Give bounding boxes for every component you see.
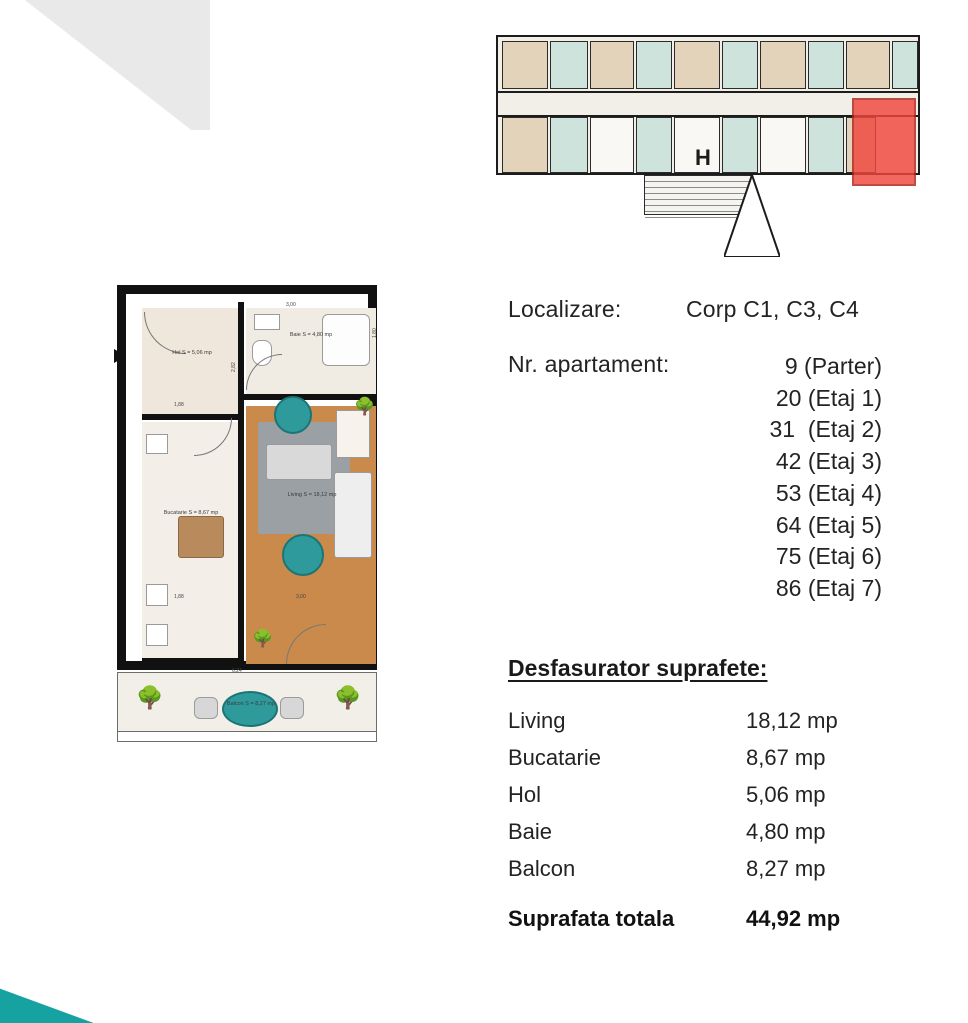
table-row — [508, 819, 928, 845]
key-plan-unit — [808, 117, 844, 173]
building-key-plan — [492, 30, 930, 235]
dim-living-width: 3,00 — [296, 594, 306, 600]
table-row — [508, 745, 928, 771]
apartment-numbers-block — [508, 351, 928, 605]
list-item: 20 (Etaj 1) — [775, 384, 882, 411]
total-area-row — [508, 906, 928, 932]
localizare-row — [508, 296, 928, 323]
table-row — [508, 782, 928, 808]
key-plan-unit — [502, 117, 548, 173]
list-item: 9 (Parter) — [784, 353, 882, 379]
bathroom-sink — [254, 314, 280, 330]
entrance-arrow-icon — [114, 349, 126, 363]
apartment-floor-plan — [110, 280, 385, 760]
dim-bucatarie-width: 1,88 — [174, 594, 184, 600]
label-living: Living S = 18,12 mp — [287, 492, 337, 498]
areas-section-title: Desfasurator suprafete: — [508, 654, 768, 681]
key-plan-core-label: H — [695, 145, 712, 170]
key-plan-unit — [590, 117, 634, 173]
dim-hol-height: 2,82 — [231, 362, 237, 372]
balcony-railing — [118, 731, 376, 741]
key-plan-unit — [760, 117, 806, 173]
key-plan-highlighted-apartment — [852, 98, 916, 186]
key-plan-unit — [760, 41, 806, 89]
key-plan-unit — [722, 41, 758, 89]
key-plan-entrance-marker — [724, 175, 780, 257]
table-row — [508, 856, 928, 882]
desk — [336, 410, 370, 458]
interior-wall — [238, 302, 244, 662]
area-value: 8,27 mp — [746, 855, 826, 881]
key-plan-unit — [502, 41, 548, 89]
area-value: 5,06 mp — [746, 781, 826, 807]
key-plan-corridor-band — [498, 91, 918, 93]
dim-baie-height: 1,80 — [372, 328, 378, 338]
appliance — [146, 624, 168, 646]
balcony-table — [222, 691, 278, 727]
area-value: 4,80 mp — [746, 818, 826, 844]
label-hol: Hol S = 5,06 mp — [172, 350, 212, 356]
balcony-chair-left — [194, 697, 218, 719]
stove — [146, 584, 168, 606]
dim-hol-width: 1,88 — [174, 402, 184, 408]
area-name: Baie — [508, 818, 553, 844]
label-balcon: Balcon S = 8,27 mp — [226, 701, 276, 707]
key-plan-unit — [636, 41, 672, 89]
key-plan-unit — [722, 117, 758, 173]
decorative-corner-top-left — [0, 0, 210, 130]
apartament-label: Nr. apartament: — [508, 351, 670, 377]
key-plan-unit — [636, 117, 672, 173]
key-plan-unit — [674, 41, 720, 89]
label-baie: Baie S = 4,80 mp — [289, 332, 333, 338]
key-plan-unit — [590, 41, 634, 89]
area-name: Balcon — [508, 855, 576, 881]
dining-table — [178, 516, 224, 558]
balcony-plant-left-icon: 🌳 — [136, 685, 164, 710]
apartment-specifications — [508, 296, 928, 932]
bathtub — [322, 314, 370, 366]
list-item: 75 (Etaj 6) — [775, 543, 882, 570]
total-value: 44,92 mp — [746, 905, 841, 931]
label-bucatarie: Bucatarie S = 8,67 mp — [163, 510, 219, 516]
apartment-number-list — [715, 351, 882, 605]
dim-baie-width: 3,00 — [286, 302, 296, 308]
decorative-corner-bottom-right — [898, 983, 968, 1023]
list-item: 31 (Etaj 2) — [769, 416, 882, 443]
area-value: 18,12 mp — [746, 707, 838, 733]
area-name: Living — [508, 707, 566, 733]
floor-plan-walls — [117, 285, 377, 670]
area-name: Bucatarie — [508, 744, 601, 770]
plant-icon: 🌳 — [354, 397, 376, 416]
tv-unit — [334, 472, 372, 558]
total-label: Suprafata totala — [508, 905, 675, 931]
kitchen-sink — [146, 434, 168, 454]
list-item: 42 (Etaj 3) — [775, 448, 882, 475]
list-item: 86 (Etaj 7) — [775, 575, 882, 602]
interior-wall — [142, 658, 238, 664]
armchair — [274, 396, 312, 434]
sofa — [266, 444, 332, 480]
key-plan-unit — [846, 41, 890, 89]
teal-triangle-shape — [0, 985, 110, 1023]
area-value: 8,67 mp — [746, 744, 826, 770]
area-name: Hol — [508, 781, 542, 807]
armchair-2 — [282, 534, 324, 576]
key-plan-unit — [892, 41, 918, 89]
list-item: 53 (Etaj 4) — [775, 479, 882, 506]
localizare-label: Localizare: — [508, 296, 622, 322]
localizare-value: Corp C1, C3, C4 — [686, 296, 860, 322]
balcony-plant-right-icon: 🌳 — [334, 685, 362, 710]
areas-table — [508, 708, 928, 932]
key-plan-unit — [550, 117, 588, 173]
balcony — [117, 672, 377, 742]
dim-balcon-width: 6,24 — [232, 668, 242, 674]
list-item: 64 (Etaj 5) — [775, 511, 882, 538]
plant-icon-2: 🌳 — [252, 629, 274, 648]
key-plan-unit — [550, 41, 588, 89]
key-plan-unit — [808, 41, 844, 89]
decorative-corner-bottom-left — [0, 977, 120, 1023]
table-row — [508, 708, 928, 734]
